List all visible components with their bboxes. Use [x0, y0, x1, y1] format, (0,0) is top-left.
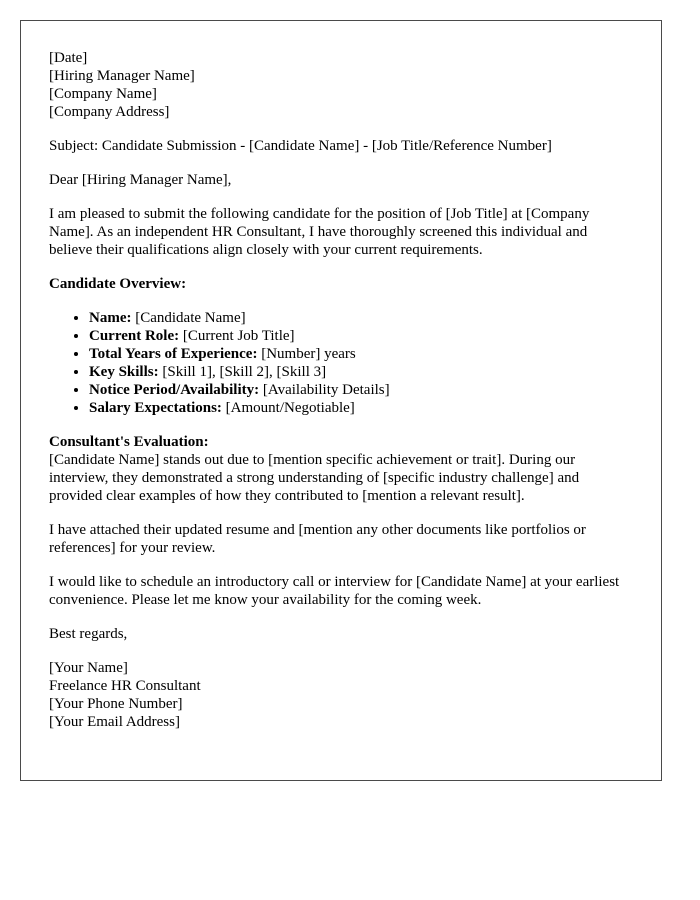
closing-paragraph: I would like to schedule an introductory call or interview for [Candidate Name] at your earliest convenience. Please let me know your availability for the coming week. [49, 574, 620, 608]
overview-value-key-skills: [Skill 1], [Skill 2], [Skill 3] [158, 364, 327, 380]
overview-list [49, 309, 633, 417]
list-item [89, 399, 633, 417]
overview-value-current-role: [Current Job Title] [179, 328, 295, 344]
overview-value-notice-period: [Availability Details] [259, 382, 390, 398]
intro-paragraph: I am pleased to submit the following candidate for the position of [Job Title] at [Company Name]. As an independent HR Consultant, I have thoroughly screened this individual and believe their qualifications align closely with your current requirements. [49, 206, 590, 258]
overview-heading: Candidate Overview: [49, 276, 187, 292]
list-item [89, 309, 633, 327]
letter-page [20, 20, 662, 781]
overview-value-experience: [Number] years [257, 346, 356, 362]
signature-phone: [Your Phone Number] [49, 696, 183, 712]
overview-value-salary: [Amount/Negotiable] [221, 400, 355, 416]
overview-label-current-role: Current Role: [89, 328, 180, 344]
subject-line: Subject: Candidate Submission - [Candidate Name] - [Job Title/Reference Number] [49, 138, 552, 154]
signature-email: [Your Email Address] [49, 714, 180, 730]
list-item [89, 363, 633, 381]
company-name: [Company Name] [49, 86, 157, 102]
signature-title: Freelance HR Consultant [49, 678, 201, 694]
attachments-paragraph: I have attached their updated resume and [mention any other documents like portfolios or references] for your review. [49, 522, 586, 556]
overview-label-salary: Salary Expectations: [89, 400, 222, 416]
signature-name: [Your Name] [49, 660, 128, 676]
evaluation-paragraph: [Candidate Name] stands out due to [mention specific achievement or trait]. During our interview, they demonstrated a strong understanding of [specific industry challenge] and provided clear examples of how they contributed to [mention a relevant result]. [49, 452, 580, 504]
hiring-manager-name: [Hiring Manager Name] [49, 68, 195, 84]
overview-label-name: Name: [89, 310, 132, 326]
recipient-block [49, 49, 633, 121]
overview-value-name: [Candidate Name] [131, 310, 246, 326]
company-address: [Company Address] [49, 104, 170, 120]
overview-label-notice-period: Notice Period/Availability: [89, 382, 260, 398]
salutation: Dear [Hiring Manager Name], [49, 172, 232, 188]
overview-label-experience: Total Years of Experience: [89, 346, 258, 362]
list-item [89, 345, 633, 363]
list-item [89, 327, 633, 345]
list-item [89, 381, 633, 399]
letter-date: [Date] [49, 50, 88, 66]
signature-block [49, 659, 633, 731]
signoff: Best regards, [49, 626, 128, 642]
overview-label-key-skills: Key Skills: [89, 364, 159, 380]
evaluation-heading: Consultant's Evaluation: [49, 434, 209, 450]
